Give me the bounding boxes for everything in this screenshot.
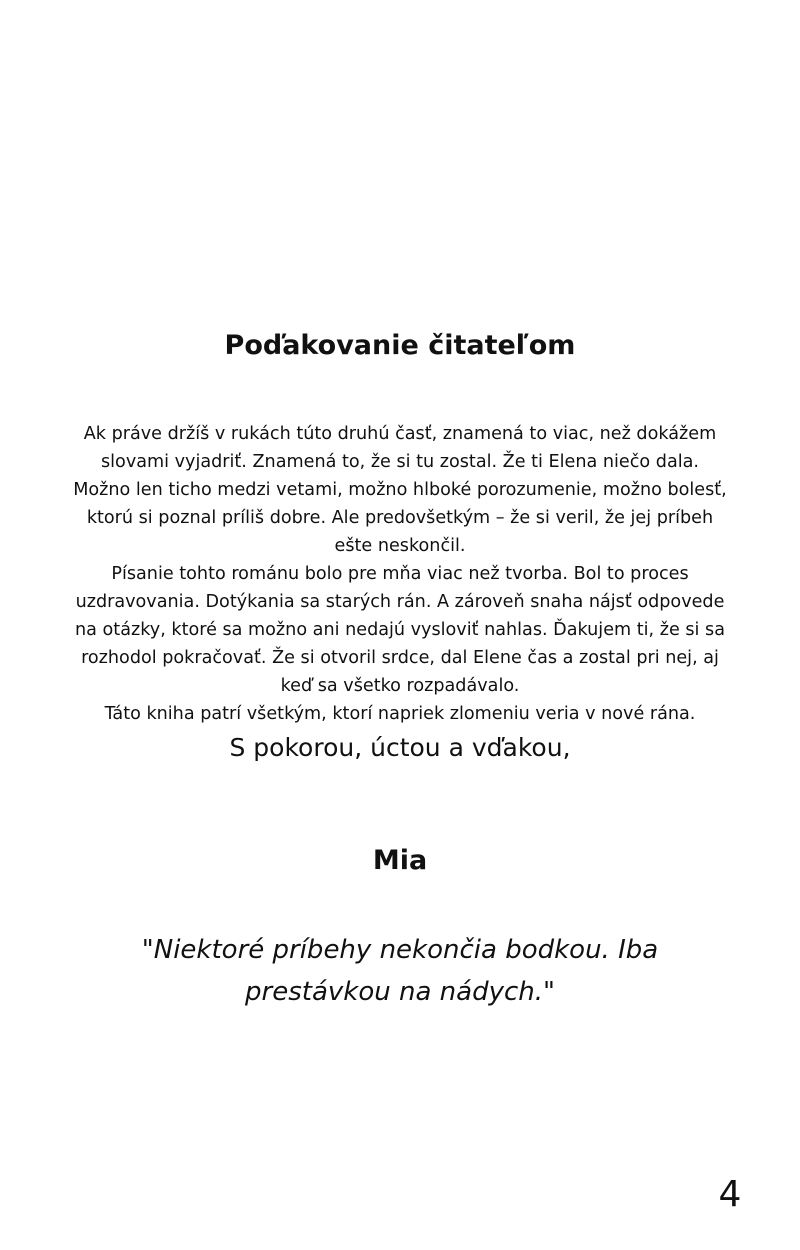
paragraph-1: Ak práve držíš v rukách túto druhú časť, znamená to viac, než dokážem slovami vyjadriť. Znamená to, že si tu zostal. Že ti Elena niečo dala. Možno len ticho medzi vetami, možno hlboké porozumenie, možno bolesť, ktorú si poznal príliš dobre. Ale predovšetkým – že si veril, že jej príbeh ešte neskončil. (73, 424, 727, 556)
salutation: S pokorou, úctou a vďakou, (229, 733, 571, 762)
paragraph-2: Písanie tohto románu bolo pre mňa viac než tvorba. Bol to proces uzdravovania. Dotýkania sa starých rán. A zároveň snaha nájsť odpovede na otázky, ktoré sa možno ani nedajú vysloviť nahlas. Ďakujem ti, že si sa rozhodol pokračovať. Že si otvoril srdce, dal Elene čas a zostal pri nej, aj keď sa všetko rozpadávalo. (75, 564, 725, 696)
page-number: 4 (718, 1174, 742, 1215)
acknowledgement-body (70, 420, 730, 768)
page-title: Poďakovanie čitateľom (224, 330, 576, 361)
author-signature: Mia (372, 845, 428, 876)
paragraph-3: Táto kniha patrí všetkým, ktorí napriek zlomeniu veria v nové rána. (104, 704, 696, 724)
epigraph-quote: "Niektoré príbehy nekončia bodkou. Iba prestávkou na nádych." (141, 935, 659, 1007)
